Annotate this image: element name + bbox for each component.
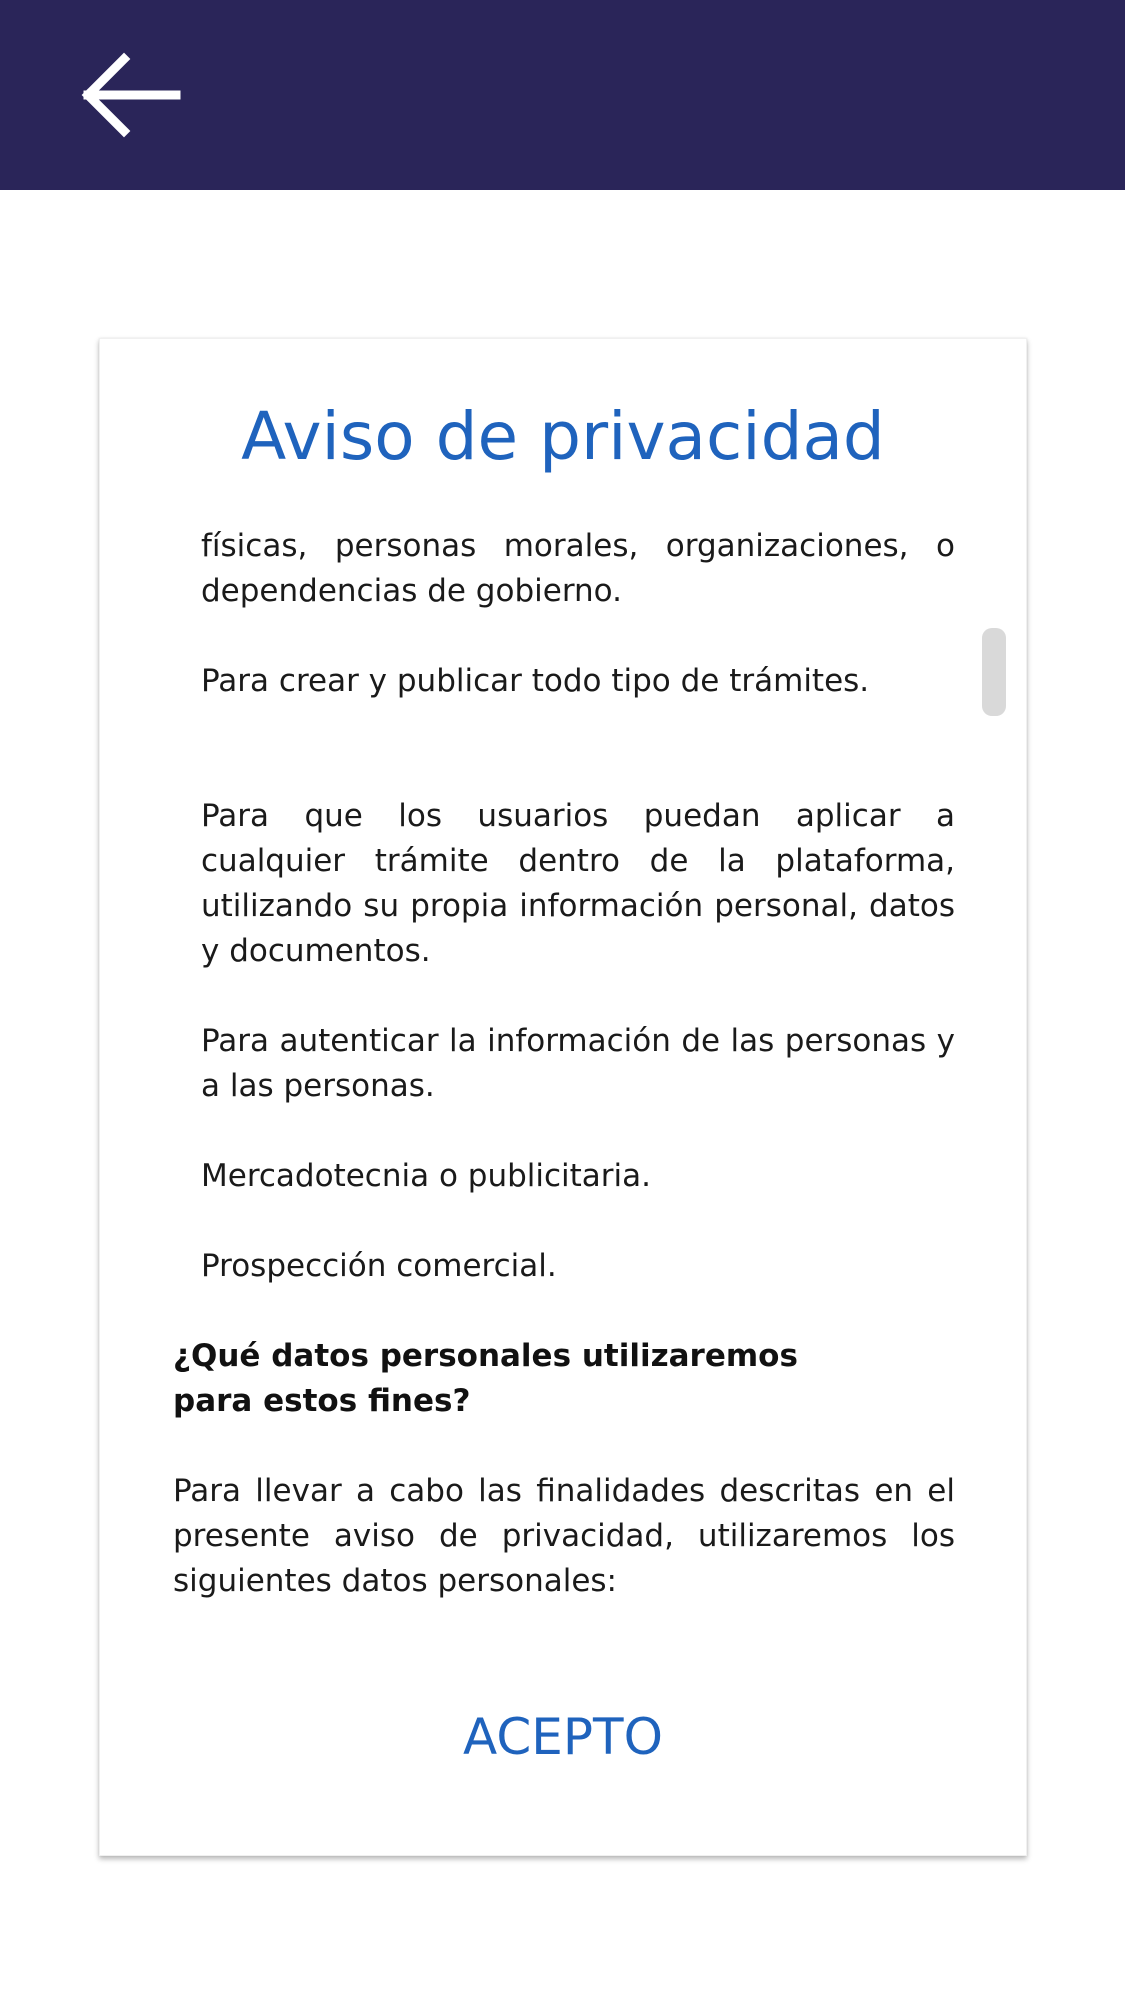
- paragraph-subjects: físicas, personas morales, organizaciones, o dependencias de gobierno.: [201, 528, 955, 609]
- accept-button[interactable]: ACEPTO: [100, 1707, 1026, 1767]
- paragraph-authenticate: Para autenticar la información de las personas y a las personas.: [201, 1023, 955, 1104]
- paragraph-marketing: Mercadotecnia o publicitaria.: [201, 1158, 652, 1194]
- question-heading-line2: para estos fines?: [173, 1383, 471, 1419]
- question-heading-line1: ¿Qué datos personales utilizaremos: [173, 1338, 798, 1374]
- paragraph-apply-procedures: Para que los usuarios puedan aplicar a cualquier trámite dentro de la plataforma, utilizando su propia información personal, datos y documentos.: [201, 798, 955, 969]
- paragraph-create-procedures: Para crear y publicar todo tipo de trámites.: [201, 663, 870, 699]
- privacy-notice-dialog: [99, 338, 1027, 1856]
- question-heading: [173, 1334, 955, 1424]
- arrow-left-icon: [80, 48, 184, 142]
- scrollbar-thumb[interactable]: [982, 628, 1006, 716]
- closing-paragraph: Para llevar a cabo las finalidades descritas en el presente aviso de privacidad, utilizaremos los siguientes datos personales:: [173, 1473, 955, 1599]
- dialog-title: Aviso de privacidad: [241, 398, 885, 475]
- top-app-bar: [0, 0, 1125, 190]
- paragraph-prospecting: Prospección comercial.: [201, 1248, 557, 1284]
- back-button[interactable]: [80, 48, 184, 142]
